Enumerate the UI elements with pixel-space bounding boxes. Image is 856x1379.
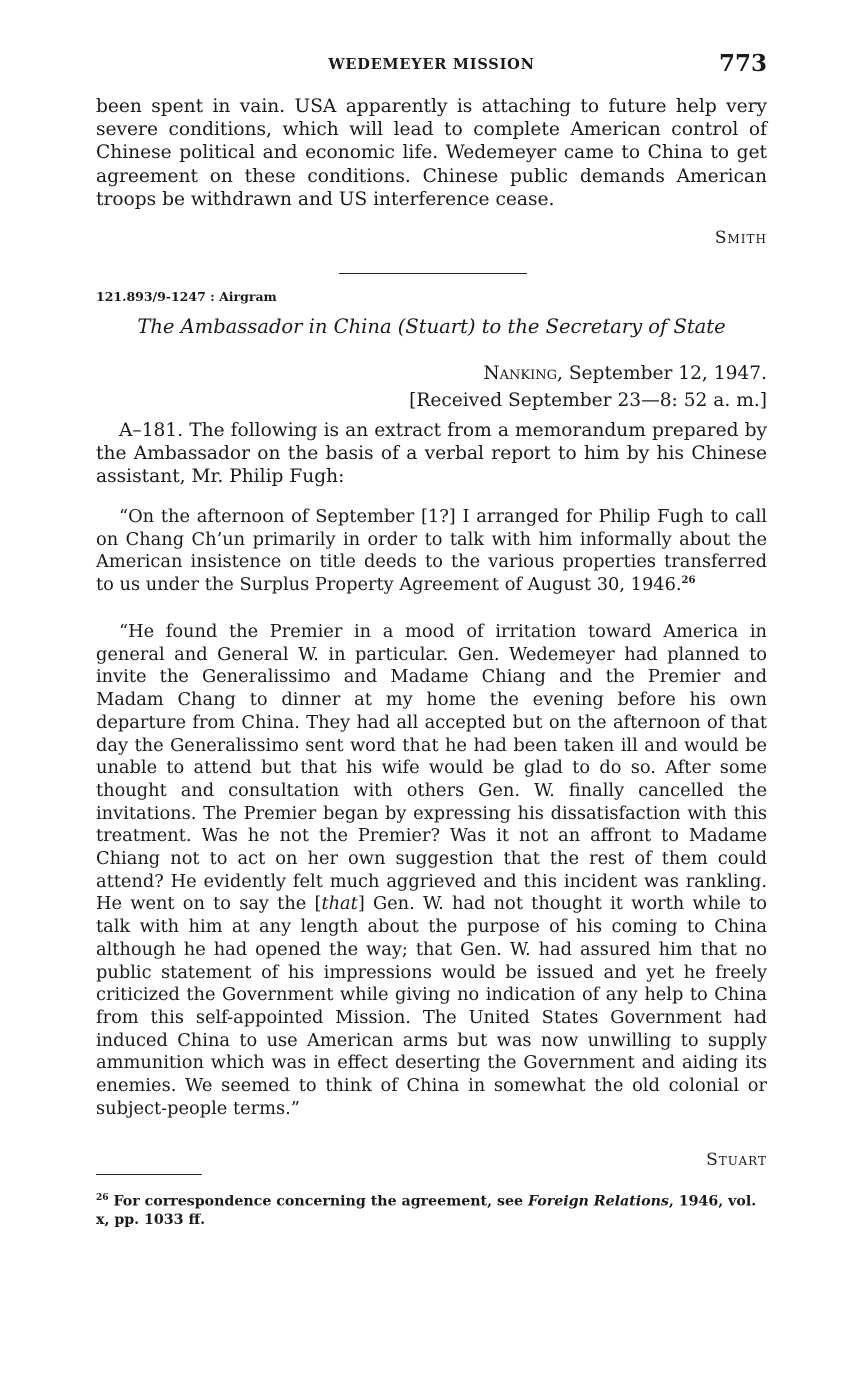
footnote-rule (96, 1174, 202, 1175)
file-number: 121.893/9-1247 : Airgram (96, 289, 277, 304)
footnote-reference: 26 (681, 575, 696, 587)
document-signature: Stuart (706, 1150, 767, 1170)
dateline-date: , September 12, 1947. (557, 363, 767, 384)
dateline-place: Nanking (483, 363, 557, 384)
quote-paragraph-2 (96, 621, 767, 1120)
running-head (96, 50, 767, 80)
section-divider (339, 273, 527, 274)
document-title: The Ambassador in China (Stuart) to the Secretary of State (137, 315, 726, 338)
footnote-text-a: For correspondence concerning the agreement, see (113, 1193, 528, 1210)
page-number: 773 (718, 50, 767, 77)
quote-paragraph-2-italic: that (321, 893, 358, 915)
previous-signature: Smith (714, 228, 767, 248)
intro-paragraph: A–181. The following is an extract from a memorandum prepared by the Ambassador on the basis of a verbal report to him by his Chinese assistant, Mr. Philip Fugh: (96, 420, 767, 488)
footnote (96, 1189, 767, 1229)
running-title: WEDEMEYER MISSION (328, 56, 535, 73)
previous-document-text: been spent in vain. USA apparently is attaching to future help very severe conditions, which will lead to complete American control of Chinese political and economic life. Wedemeyer came to China to get agreement on these conditions. Chinese public demands American troops be withdrawn and US interference cease. (96, 96, 767, 210)
footnote-italic: Foreign Relations (527, 1193, 669, 1210)
footnote-number: 26 (96, 1193, 109, 1203)
quote-paragraph-1 (96, 506, 767, 597)
quote-paragraph-2-text-b: ] Gen. W. had not thought it worth while to talk with him at any length about the purpose of his coming to China although he had opened the way; that Gen. W. had assured him that no public statement of his impressions would be issued and yet he freely criticized the Government while giving no indication of any help to China from this self-appointed Mission. The United States Government had induced China to use American arms but was now unwilling to supply ammunition which was in effect deserting the Government and aiding its enemies. We seemed to think of China in somewhat the old colonial or subject-people terms.” (96, 893, 768, 1119)
received-line: [Received September 23—8: 52 a. m.] (409, 390, 767, 411)
quote-paragraph-2-text-a: “He found the Premier in a mood of irritation toward America in general and General W. in particular. Gen. Wedemeyer had planned to invite the Generalissimo and Madame Chiang and the Premier and Madam Chang to dinner at my home the evening before his own departure from China. They had all accepted but on the afternoon of that day the Generalissimo sent word that he had been taken ill and would be unable to attend but that his wife would be glad to do so. After some thought and consultation with others Gen. W. finally cancelled the invitations. The Premier began by expressing his dissatisfaction with this treatment. Was he not the Premier? Was it not an affront to Madame Chiang not to act on her own suggestion that the rest of them could attend? He evidently felt much aggrieved and this incident was rankling. He went on to say the [ (96, 621, 767, 915)
quote-paragraph-1-text: “On the afternoon of September [1?] I arranged for Philip Fugh to call on Chang Ch’un primarily in order to talk with him informally about the American insistence on title deeds to the various properties transferred to us under the Surplus Property Agreement of August 30, 1946. (96, 506, 767, 596)
footnote-text-b: , 1946, vol. x, pp. 1033 ff. (96, 1193, 757, 1228)
dateline (483, 363, 767, 384)
